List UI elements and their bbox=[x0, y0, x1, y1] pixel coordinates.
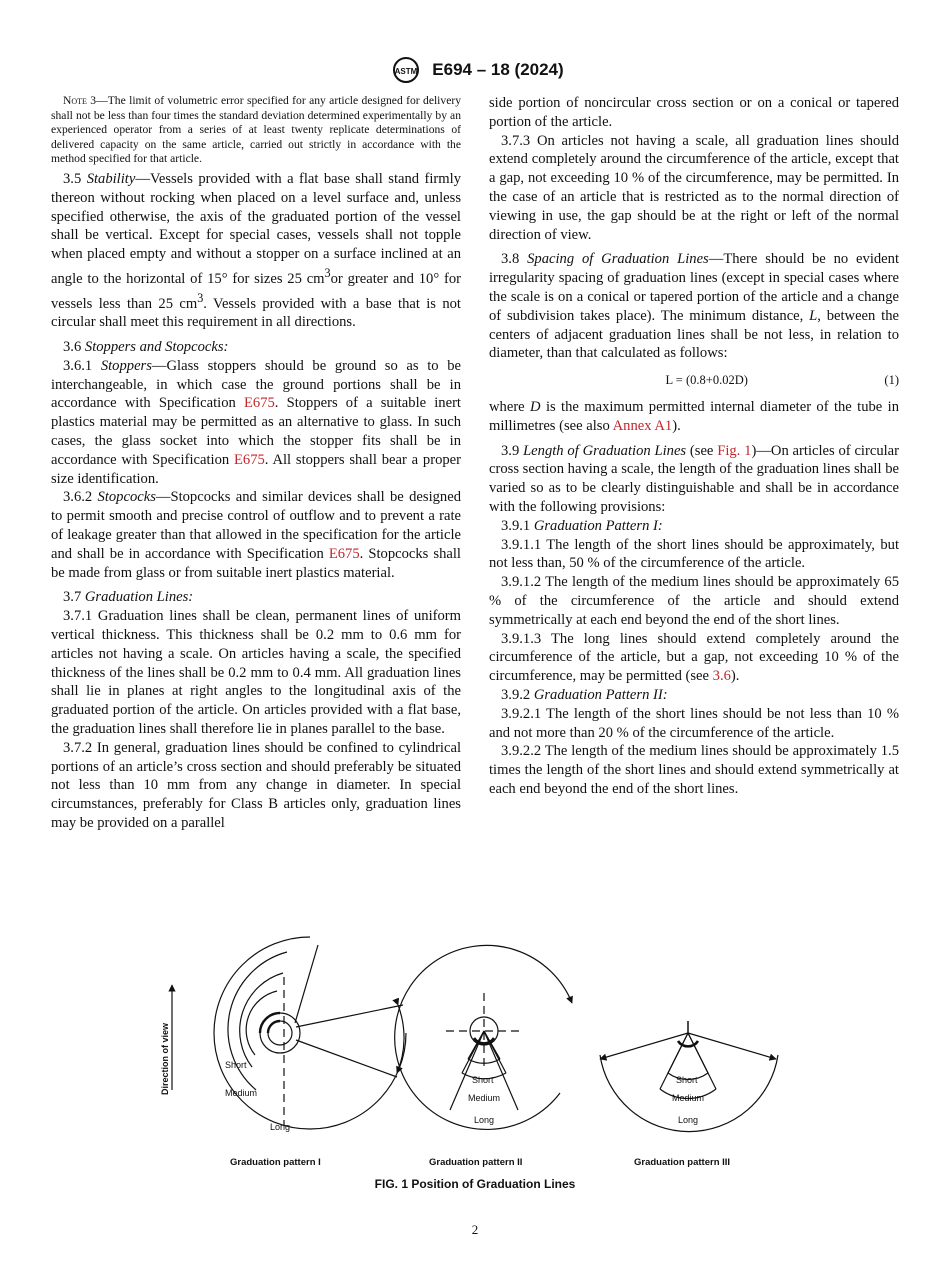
page-header bbox=[0, 55, 950, 85]
pattern-3-medium-label: Medium bbox=[672, 1093, 705, 1103]
section-3-6-2: 3.6.2 Stopcocks—Stopcocks and similar devices shall be designed to permit smooth and precise control of outflow and to prevent a rate of leakage greater than that allowed in the specification for the article and shall be in accordance with Specification E675. Stopcocks shall be made from glass or from suitable inert plastics material. bbox=[51, 489, 461, 581]
section-3-9-1: 3.9.1 Graduation Pattern I: bbox=[501, 517, 663, 534]
section-3-5: 3.5 Stability—Vessels provided with a flat base shall stand firmly thereon without rocking when placed on a level surface and, unless specified otherwise, the axis of the graduated portion of the vessel shall be vertical. Except for special cases, vessels shall not topple when placed empty and without a stopper on a surface inclined at an angle to the horizontal of 15° for sizes 25 $cm^3or$ greater and 10° for vessels less than 25 $cm^3$. Vessels provided with a base that is not circular shall meet this requirement in all directions. bbox=[51, 170, 461, 331]
link-e675[interactable]: E675 bbox=[328, 545, 360, 562]
pattern-2-short-label: Short bbox=[472, 1075, 494, 1085]
section-3-6-1: 3.6.1 Stoppers—Glass stoppers should be ground so as to be interchangeable, in which case the ground portions shall be in accordance with Specification E675. Stoppers of a suitable inert plastics material may be permitted as an alternative to glass. In such cases, the glass socket into which the stopper fits shall be in accordance with Specification E675. All stoppers shall bear a proper size identification. bbox=[51, 357, 461, 487]
pattern-1-long-label: Long bbox=[270, 1122, 291, 1132]
section-3-9-1-3: 3.9.1.3 The long lines should extend completely around the circumference of the article, but a gap, not exceeding 10 % of the circumference, may be permitted (see 3.6). bbox=[489, 630, 899, 685]
caption-pattern-2: Graduation pattern II bbox=[429, 1157, 523, 1168]
section-3-7-1: 3.7.1 Graduation lines shall be clean, permanent lines of uniform vertical thickness. This thickness shall be 0.2 mm to 0.6 mm for articles not having a scale. On articles having a scale, the specified thickness of the lines shall be 0.2 mm to 0.4 mm. All graduation lines shall lie in planes at right angles to the longitudinal axis of the graduated portion of the article. On articles provided with a flat base, the graduation lines shall therefore lie in planes parallel to the base. bbox=[51, 608, 461, 737]
paragraph-continuation: side portion of noncircular cross section or on a conical or tapered portion of the article. bbox=[489, 95, 899, 130]
link-e675[interactable]: E675 bbox=[243, 395, 275, 412]
equation-1 bbox=[489, 371, 899, 390]
pattern-1-drawing bbox=[172, 937, 406, 1129]
link-e675[interactable]: E675 bbox=[233, 451, 265, 468]
section-3-9-1-1: 3.9.1.1 The length of the short lines should be approximately, but not less than, 50 % of the circumference of the article. bbox=[489, 536, 899, 572]
section-3-9-2-1: 3.9.2.1 The length of the short lines should be not less than 10 % and not more than 20 % of the circumference of the article. bbox=[489, 705, 899, 741]
link-annex-a1[interactable]: Annex A1 bbox=[612, 417, 673, 434]
note-3: Note 3—The limit of volumetric error specified for any article designed for delivery shall not be less than four times the standard deviation determined experimentally by an experienced operator from a series of at least twenty replicate determinations of delivered capacity on the same article, carried out strictly in accordance with the method specified for that article. bbox=[51, 94, 462, 166]
logo-text: ASTM bbox=[394, 67, 418, 76]
right-column bbox=[489, 94, 899, 799]
graduation-lines-diagram bbox=[160, 905, 780, 1175]
left-column bbox=[51, 94, 461, 833]
section-3-7-3: 3.7.3 On articles not having a scale, all graduation lines should extend completely around the circumference of the article, except that a gap, not exceeding 10 % of the circumference, may be permitted. In the case of an article that is restricted as to the normal direction of viewing in use, the gap should be at the right or left of the normal direction of view. bbox=[489, 132, 899, 243]
equation-where: where D is the maximum permitted internal diameter of the tube in millimetres (see also Annex A1). bbox=[489, 398, 899, 434]
pattern-1-long-arc bbox=[214, 937, 406, 1129]
direction-of-view-label: Direction of view bbox=[160, 1022, 170, 1095]
section-3-9-2-2: 3.9.2.2 The length of the medium lines should be approximately 1.5 times the length of the short lines and should extend symmetrically at each end beyond the end of the short lines. bbox=[489, 743, 899, 797]
document-id: E694 – 18 (2024) bbox=[432, 60, 564, 79]
pattern-3-long-label: Long bbox=[678, 1115, 699, 1125]
section-3-9-2: 3.9.2 Graduation Pattern II: bbox=[501, 686, 668, 703]
pattern-2-long-label: Long bbox=[474, 1115, 495, 1125]
equation-formula: L = (0.8+0.02D) bbox=[665, 373, 748, 388]
pattern-1-medium-label: Medium bbox=[225, 1088, 258, 1098]
astm-logo-icon bbox=[386, 56, 426, 84]
section-3-6: 3.6 Stoppers and Stopcocks: bbox=[63, 339, 229, 356]
equation-number: (1) bbox=[884, 373, 899, 388]
page-number: 2 bbox=[471, 1222, 479, 1237]
figure-caption: FIG. 1 Position of Graduation Lines bbox=[374, 1177, 576, 1191]
link-fig-1[interactable]: Fig. 1 bbox=[717, 442, 752, 459]
caption-pattern-3: Graduation pattern III bbox=[634, 1157, 731, 1168]
section-3-8: 3.8 Spacing of Graduation Lines—There should be no evident irregularity spacing of graduation lines (except in special cases where the scale is on a conical or tapered portion of the article and a change of subdivision takes place). The minimum distance, L, between the centers of adjacent graduation lines shall be not less, in relation to diameter, than that calculated as follows: bbox=[489, 251, 900, 362]
pattern-2-medium-label: Medium bbox=[468, 1093, 501, 1103]
link-section-3-6[interactable]: 3.6 bbox=[712, 668, 731, 685]
caption-pattern-1: Graduation pattern I bbox=[230, 1157, 321, 1168]
section-3-9: 3.9 Length of Graduation Lines (see Fig. 1)—On articles of circular cross section having a scale, the length of the graduation lines shall be varied so as to be clearly distinguishable and shall be in accordance with the following provisions: bbox=[489, 442, 900, 515]
pattern-1-short-label: Short bbox=[225, 1060, 247, 1070]
section-3-7: 3.7 Graduation Lines: bbox=[63, 589, 194, 606]
figure-1 bbox=[160, 905, 780, 1175]
section-3-7-2: 3.7.2 In general, graduation lines should be confined to cylindrical portions of an article’s cross section and should preferably be situated not less than 10 mm from any change in diameter. In special circumstances, preferably for Class B articles only, graduation lines may be provided on a parallel bbox=[51, 739, 461, 831]
section-3-9-1-2: 3.9.1.2 The length of the medium lines should be approximately 65 % of the circumference of the article and should extend symmetrically at each end beyond the end of the short lines. bbox=[489, 574, 899, 628]
pattern-3-short-label: Short bbox=[676, 1075, 698, 1085]
